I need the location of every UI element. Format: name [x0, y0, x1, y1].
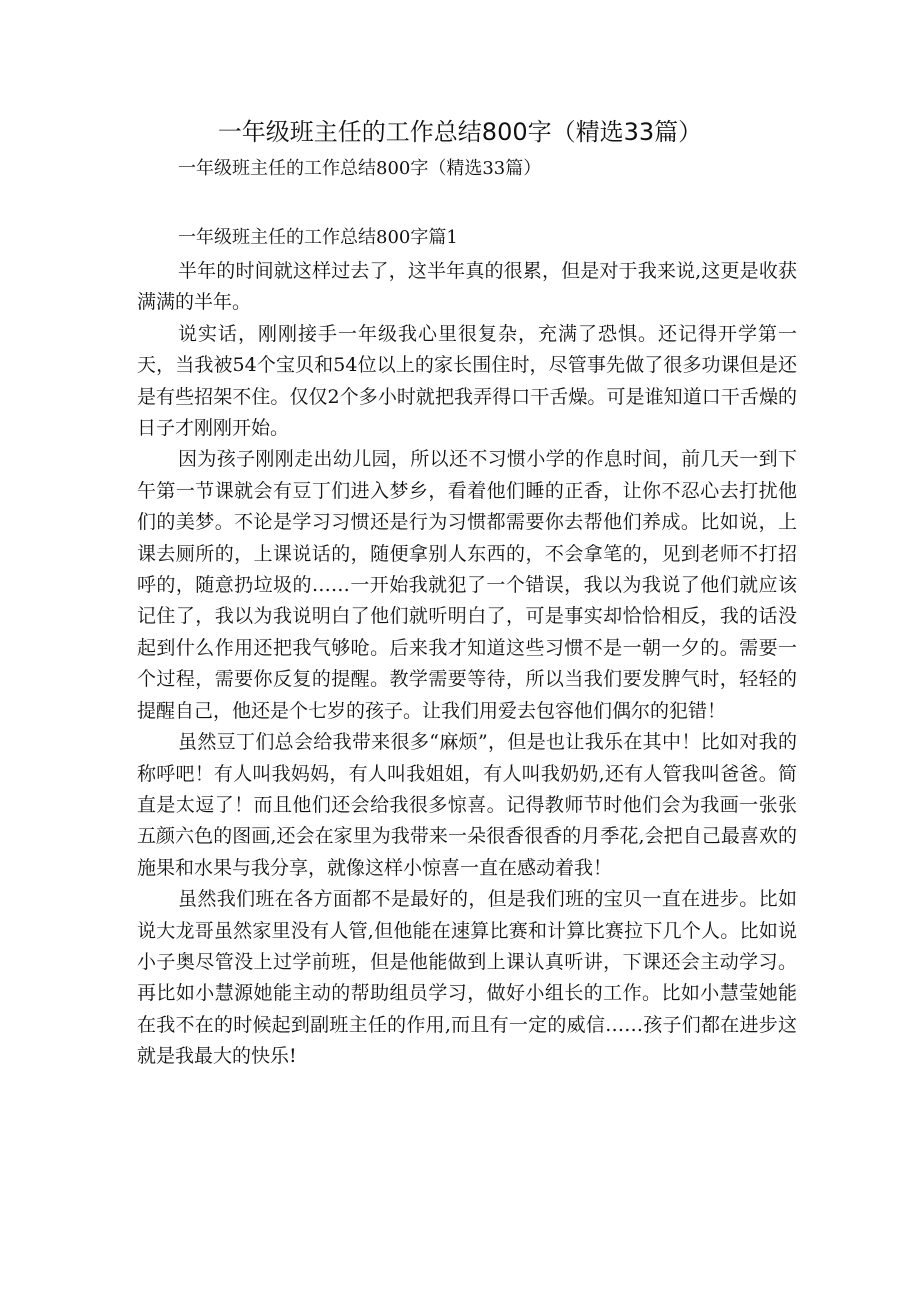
paragraph: 说实话，刚刚接手一年级我心里很复杂，充满了恐惧。还记得开学第一天，当我被54个宝贝和54位以上的家长围住时，尽管事先做了很多功课但是还是有些招架不住。仅仅2个多小时就把我弄得口干舌燥。可是谁知道口干舌燥的日子才刚刚开始。: [137, 322, 797, 440]
paragraph: 虽然豆丁们总会给我带来很多“麻烦”，但是也让我乐在其中！比如对我的称呼吧！有人叫我妈妈，有人叫我姐姐，有人叫我奶奶,还有人管我叫爸爸。简直是太逗了！而且他们还会给我很多惊喜。记得教师节时他们会为我画一张张五颜六色的图画,还会在家里为我带来一朵很香很香的月季花,会把自己最喜欢的施果和水果与我分享，就像这样小惊喜一直在感动着我！: [137, 731, 797, 879]
paragraph: 虽然我们班在各方面都不是最好的，但是我们班的宝贝一直在进步。比如说大龙哥虽然家里没有人管,但他能在速算比赛和计算比赛拉下几个人。比如说小子奥尽管没上过学前班，但是他能做到上课认真听讲，下课还会主动学习。再比如小慧源她能主动的帮助组员学习，做好小组长的工作。比如小慧莹她能在我不在的时候起到副班主任的作用,而且有一定的威信……孩子们都在进步这就是我最大的快乐!: [137, 888, 797, 1068]
document-subtitle: 一年级班主任的工作总结800字（精选33篇）: [178, 158, 542, 179]
body-text: [137, 256, 797, 1073]
document-title: 一年级班主任的工作总结800字（精选33篇）: [217, 118, 703, 146]
paragraph: 半年的时间就这样过去了，这半年真的很累，但是对于我来说,这更是收获满满的半年。: [137, 260, 797, 314]
section-heading: 一年级班主任的工作总结800字篇1: [178, 227, 458, 248]
paragraph: 因为孩子刚刚走出幼儿园，所以还不习惯小学的作息时间，前几天一到下午第一节课就会有豆丁们进入梦乡，看着他们睡的正香，让你不忍心去打扰他们的美梦。不论是学习习惯还是行为习惯都需要你去帮他们养成。比如说，上课去厕所的，上课说话的，随便拿别人东西的，不会拿笔的，见到老师不打招呼的，随意扔垃圾的……一开始我就犯了一个错误，我以为我说了他们就应该记住了，我以为我说明白了他们就听明白了，可是事实却恰恰相反，我的话没起到什么作用还把我气够呛。后来我才知道这些习惯不是一朝一夕的。需要一个过程，需要你反复的提醒。教学需要等待，所以当我们要发脾气时，轻轻的提醒自己，他还是个七岁的孩子。让我们用爱去包容他们偶尔的犯错！: [137, 448, 797, 722]
